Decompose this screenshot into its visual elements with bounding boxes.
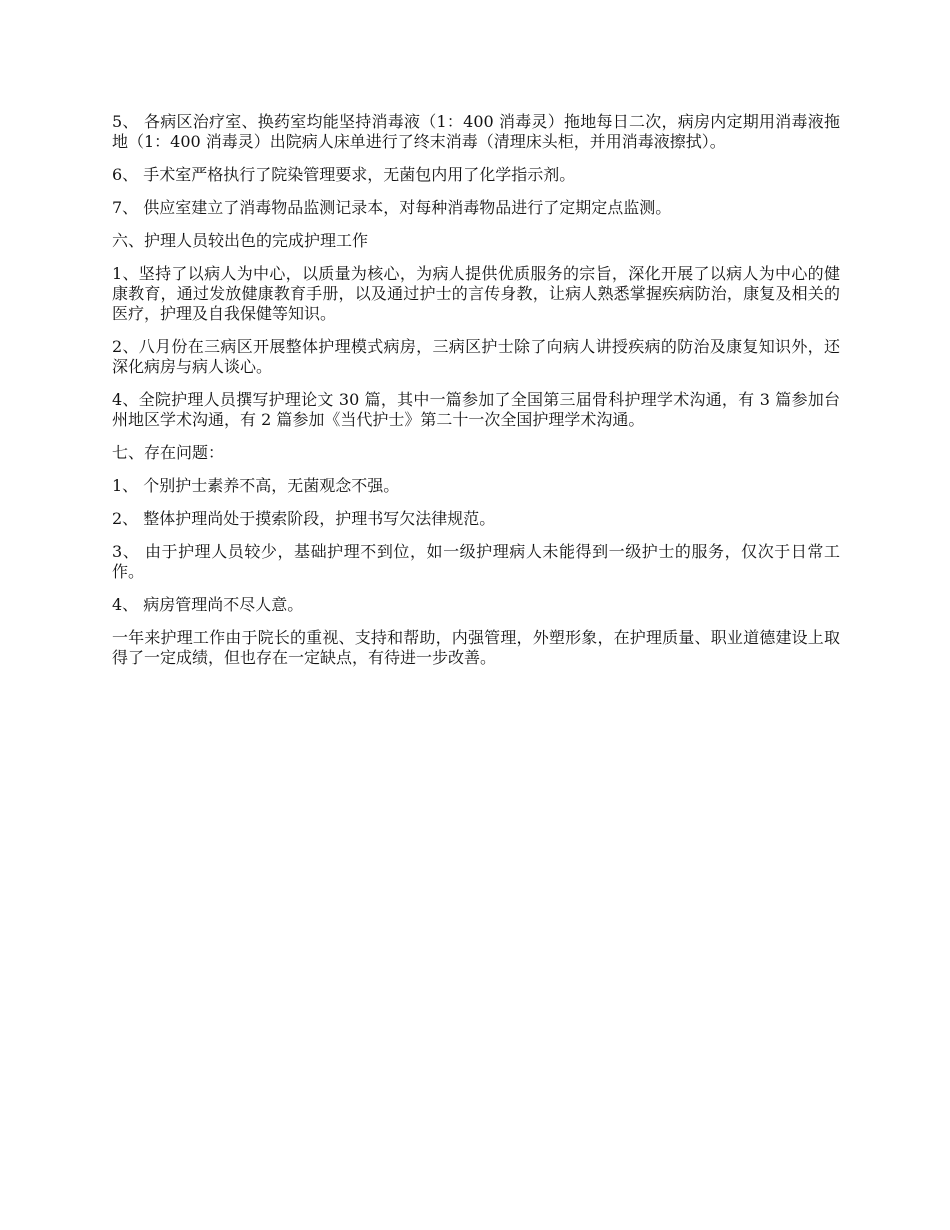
problem-item-3: 3、 由于护理人员较少，基础护理不到位，如一级护理病人未能得到一级护士的服务，仅次于日常工作。 <box>112 542 840 581</box>
problem-item-2: 2、 整体护理尚处于摸索阶段，护理书写欠法律规范。 <box>112 509 496 528</box>
paragraph-patient-centered: 1、坚持了以病人为中心，以质量为核心，为病人提供优质服务的宗旨，深化开展了以病人为中心的健康教育，通过发放健康教育手册，以及通过护士的言传身教，让病人熟悉掌握疾病防治，康复及相关的医疗，护理及自我保健等知识。 <box>112 264 840 323</box>
problem-item-1: 1、 个别护士素养不高，无菌观念不强。 <box>112 476 400 495</box>
document-page <box>112 112 840 681</box>
paragraph-supply-room: 7、 供应室建立了消毒物品监测记录本，对每种消毒物品进行了定期定点监测。 <box>112 198 672 217</box>
paragraph-nursing-papers: 4、全院护理人员撰写护理论文 30 篇，其中一篇参加了全国第三届骨科护理学术沟通，有 3 篇参加台州地区学术沟通，有 2 篇参加《当代护士》第二十一次全国护理学术沟通。 <box>112 390 840 429</box>
section-heading-nursing-work: 六、护理人员较出色的完成护理工作 <box>112 231 369 250</box>
paragraph-holistic-nursing: 2、八月份在三病区开展整体护理模式病房，三病区护士除了向病人讲授疾病的防治及康复知识外，还深化病房与病人谈心。 <box>112 337 840 376</box>
paragraph-operating-room: 6、 手术室严格执行了院染管理要求，无菌包内用了化学指示剂。 <box>112 165 576 184</box>
paragraph-disinfection-wards: 5、 各病区治疗室、换药室均能坚持消毒液（1：400 消毒灵）拖地每日二次，病房内定期用消毒液拖地（1：400 消毒灵）出院病人床单进行了终末消毒（清理床头柜，并用消毒液擦拭）。 <box>112 112 840 151</box>
section-heading-problems: 七、存在问题： <box>112 443 225 462</box>
paragraph-conclusion: 一年来护理工作由于院长的重视、支持和帮助，内强管理，外塑形象，在护理质量、职业道德建设上取得了一定成绩，但也存在一定缺点，有待进一步改善。 <box>112 628 840 667</box>
problem-item-4: 4、 病房管理尚不尽人意。 <box>112 595 304 614</box>
